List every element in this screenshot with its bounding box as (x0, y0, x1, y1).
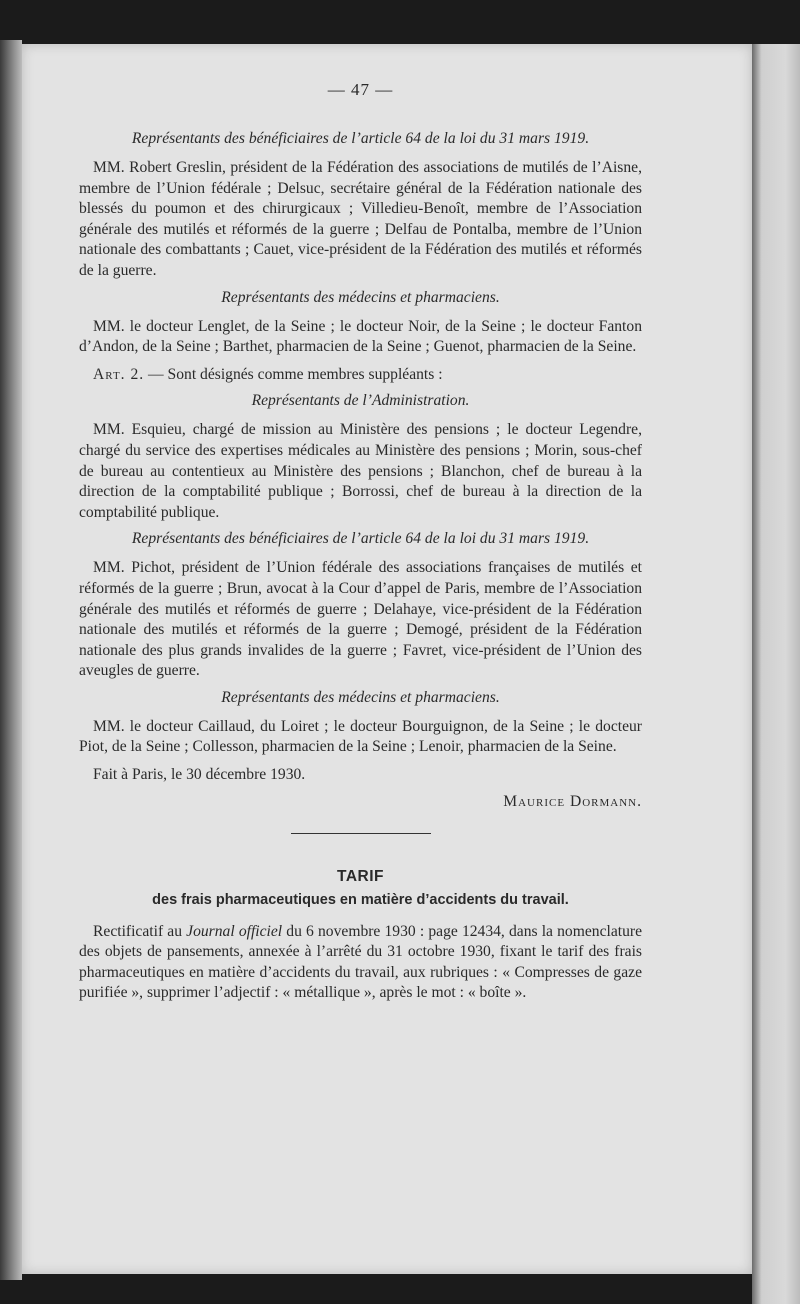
section-heading-administration: Représentants de l’Administration. (251, 392, 470, 410)
tarif-subtitle: des frais pharmaceutiques en matière d’accidents du travail. (152, 891, 569, 908)
article-text: — Sont désignés comme membres suppléants : (144, 365, 443, 383)
section-heading-medecins: Représentants des médecins et pharmaciens. (221, 288, 500, 306)
signature-name: Maurice Dormann. (503, 792, 642, 810)
paragraph-medecins-suppleants: MM. le docteur Caillaud, du Loiret ; le docteur Bourguignon, de la Seine ; le docteur Piot, de la Seine ; Collesson, pharmacien de la Seine ; Lenoir, pharmacien de la Seine. (79, 717, 642, 756)
signature (79, 793, 642, 811)
page-right-edge (752, 44, 800, 1304)
tarif-title: TARIF (337, 867, 384, 885)
section-heading-beneficiaires-suppleants: Représentants des bénéficiaires de l’article 64 de la loi du 31 mars 1919. (131, 530, 590, 548)
section-heading-medecins-suppleants: Représentants des médecins et pharmaciens. (221, 688, 500, 706)
section-divider (291, 833, 431, 834)
tarif-text-before: Rectificatif au (93, 922, 187, 940)
page-left-edge (0, 40, 22, 1280)
journal-title: Journal officiel (186, 922, 283, 940)
tarif-paragraph (79, 922, 642, 1004)
page-number: — 47 — (327, 80, 394, 99)
paragraph-medecins: MM. le docteur Lenglet, de la Seine ; le docteur Noir, de la Seine ; le docteur Fanton d’Andon, de la Seine ; Barthet, pharmacien de la Seine ; Guenot, pharmacien de la Seine. (79, 317, 642, 356)
tarif-text-after: du 6 novembre 1930 : page 12434, dans la nomenclature des objets de pansements, annexée à l’arrêté du 31 octobre 1930, fixant le tarif des frais pharmaceutiques en matière d’accidents du travail, aux rubriques : « Compresses de gaze purifiée », supprimer l’adjectif : « métallique », après le mot : « boîte ». (79, 922, 642, 1002)
article-label: Art. 2. (93, 365, 145, 383)
section-heading-beneficiaires: Représentants des bénéficiaires de l’article 64 de la loi du 31 mars 1919. (131, 130, 590, 147)
page-content (79, 80, 642, 1011)
date-line: Fait à Paris, le 30 décembre 1930. (93, 766, 306, 784)
paragraph-beneficiaires: MM. Robert Greslin, président de la Fédération des associations de mutilés de l’Aisne, membre de l’Union fédérale ; Delsuc, secrétaire général de la Fédération nationale des blessés du poumon et des chirurgicaux ; Villedieu-Benoît, membre de l’Association générale des mutilés et réformés de la guerre ; Delfau de Pontalba, membre de l’Union nationale des combattants ; Cauet, vice-président de la Fédération des mutilés et réformés de la guerre. (79, 159, 642, 279)
article-2-paragraph (79, 365, 642, 386)
paragraph-administration: MM. Esquieu, chargé de mission au Ministère des pensions ; le docteur Legendre, chargé du service des expertises médicales au Ministère des pensions ; Morin, sous-chef de bureau au contentieux au Ministère des pensions ; Blanchon, chef de bureau à la direction de la comptabilité publique ; Borrossi, chef de bureau à la direction de la comptabilité publique. (79, 421, 642, 521)
paragraph-beneficiaires-suppleants: MM. Pichot, président de l’Union fédérale des associations françaises de mutilés et réformés de la guerre ; Brun, avocat à la Cour d’appel de Paris, membre de l’Association générale des mutilés et réformés de guerre ; Delahaye, vice-président de la Fédération nationale des mutilés et réformés de la guerre ; Demogé, président de la Fédération nationale des plus grands invalides de la guerre ; Favret, vice-président de l’Union des aveugles de guerre. (79, 559, 642, 680)
